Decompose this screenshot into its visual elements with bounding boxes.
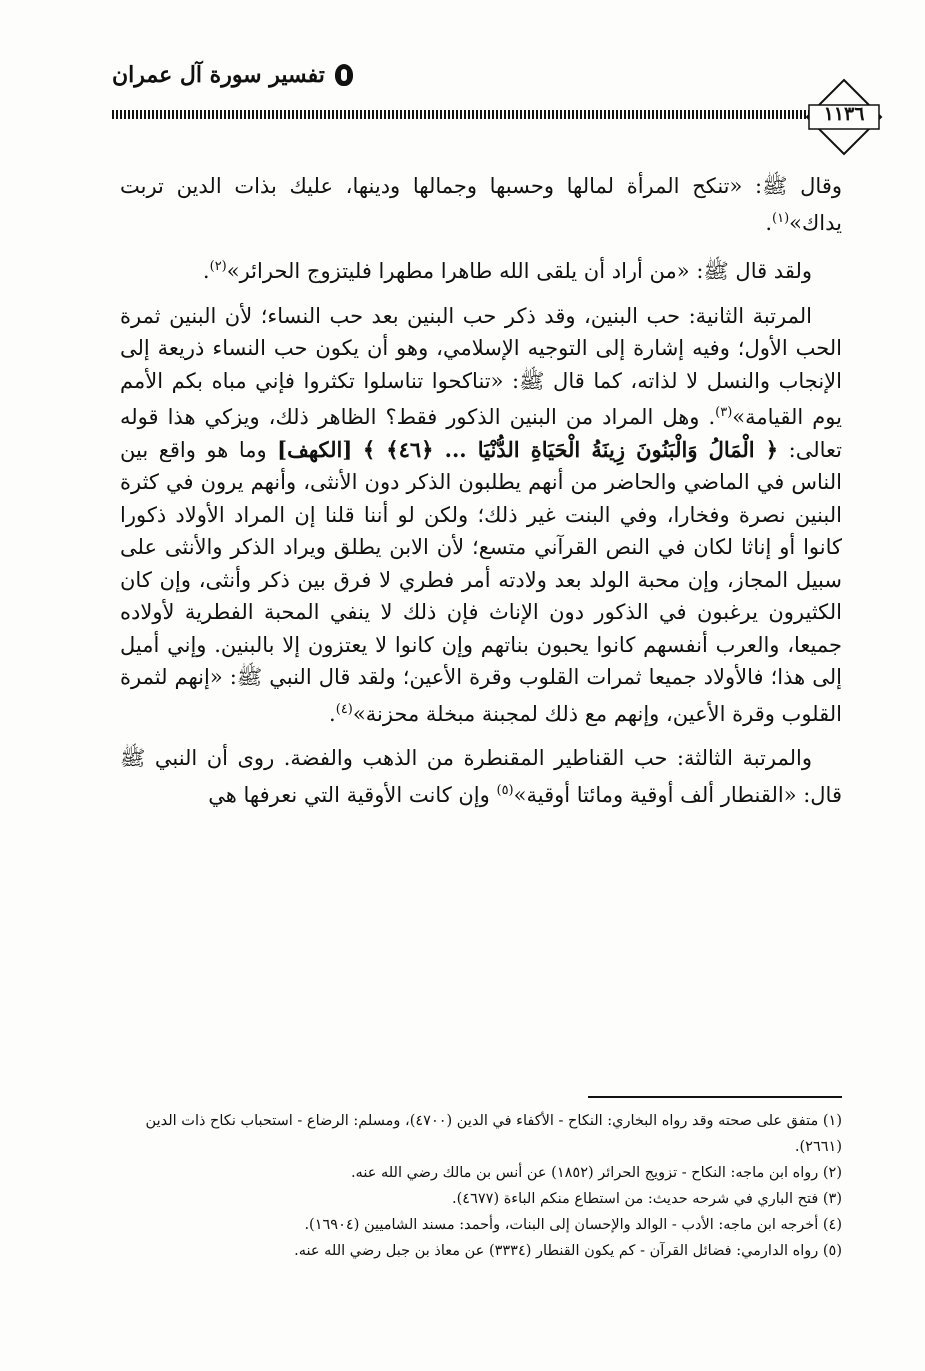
ornament-icon (335, 64, 353, 86)
footnote-ref-2: (٢) (209, 259, 227, 274)
footnote-2: (٢) رواه ابن ماجه: النكاح - تزويج الحرائر (١٨٥٢) عن أنس بن مالك رضي الله عنه. (350, 1165, 842, 1181)
running-title (112, 62, 353, 88)
paragraph-4: والمرتبة الثالثة: حب القناطير المقنطرة من الذهب والفضة. روى أن النبي ﷺ قال: «القنطار ألف أوقية ومائتا أوقية»$^{(٥)}$ وإن كانت الأوقية التي نعرفها هي (120, 746, 842, 807)
page-number: ١١٣٦ (823, 103, 865, 125)
footnotes (120, 1108, 842, 1264)
paragraph-2: ولقد قال ﷺ: «من أراد أن يلقى الله طاهرا مطهرا فليتزوج الحرائر»$^{(٢)}$. (202, 259, 812, 283)
footnote-1: (١) متفق على صحته وقد رواه البخاري: النكاح - الأكفاء في الدين (٤٧٠٠)، ومسلم: الرضاع - استحباب نكاح ذات الدين (٢٦٦١). (145, 1113, 842, 1155)
running-header (112, 62, 824, 88)
running-title-text: تفسير سورة آل عمران (112, 62, 325, 88)
footnote-3: (٣) فتح الباري في شرحه حديث: من استطاع منكم الباءة (٤٦٧٧). (452, 1191, 842, 1207)
surah-ref: [الكهف] (277, 436, 353, 462)
footnote-ref-1: (١) (772, 210, 790, 226)
paragraph-1: وقال ﷺ: «تنكح المرأة لمالها وحسبها وجمالها ودينها، عليك بذات الدين تربت يداك»$^{(١)}$. (120, 174, 842, 235)
footnote-4: (٤) أخرجه ابن ماجه: الأدب - الوالد والإحسان إلى البنات، وأحمد: مسند الشاميين (١٦٩٠٤). (304, 1217, 842, 1233)
footnote-ref-3: (٣) (715, 405, 733, 420)
main-text (120, 170, 842, 823)
quran-verse: ﴿ الْمَالُ وَالْبَنُونَ زِينَةُ الْحَيَاةِ الدُّنْيَا ... ﴿٤٦﴾ ﴾ (362, 436, 779, 462)
header-rule (112, 110, 824, 119)
footnote-ref-5: (٥) (496, 782, 514, 798)
footnote-separator (588, 1096, 842, 1098)
footnote-5: (٥) رواه الدارمي: فضائل القرآن - كم يكون القنطار (٣٣٣٤) عن معاذ بن جبل رضي الله عنه. (294, 1243, 842, 1259)
page-number-ornament (805, 78, 883, 156)
paragraph-3: المرتبة الثانية: حب البنين، وقد ذكر حب البنين بعد حب النساء؛ لأن البنين ثمرة الحب الأول؛ وفيه إشارة إلى التوجيه الإسلامي، وهو أن يكون حب النساء ذريعة إلى الإنجاب والنسل لا لذاته، كما قال ﷺ: «تناكحوا تناسلوا تكثروا فإني مباه بكم الأمم يوم القيامة»$^{(٣)}$. وهل المراد من البنين الذكور فقط؟ الظاهر ذلك، ويزكي هذا قوله تعالى: ﴿ الْمَالُ وَالْبَنُونَ زِينَةُ الْحَيَاةِ الدُّنْيَا ... ﴿٤٦﴾ ﴾ [الكهف] وما هو واقع بين الناس في الماضي والحاضر من أنهم يطلبون الذكر دون الأنثى، وأنهم يرون في كثرة البنين نصرة وفخارا، وفي البنت غير ذلك؛ ولكن لو أننا قلنا إن المراد الأولاد ذكورا كانوا أو إناثا لكان في النص القرآني متسع؛ لأن الابن يطلق ويراد الذكر والأنثى على سبيل المجاز، وإن محبة الولد بعد ولادته أمر فطري لا فرق بين ذكر وأنثى، وإن كان الكثيرون يرغبون في الذكور دون الإناث فإن ذلك لا ينفي المحبة الفطرية لأولاده جميعا، والعرب أنفسهم كانوا يحبون بناتهم وإن كانوا لا يعتزون إلا بالبنين. وإني أميل إلى هذا؛ فالأولاد جميعا ثمرات القلوب وقرة الأعين؛ ولقد قال النبي ﷺ: «إنهم لثمرة القلوب وقرة الأعين، وإنهم مع ذلك لمجبنة مبخلة محزنة»$^{(٤)}$. (120, 303, 842, 726)
footnote-ref-4: (٤) (335, 701, 353, 717)
